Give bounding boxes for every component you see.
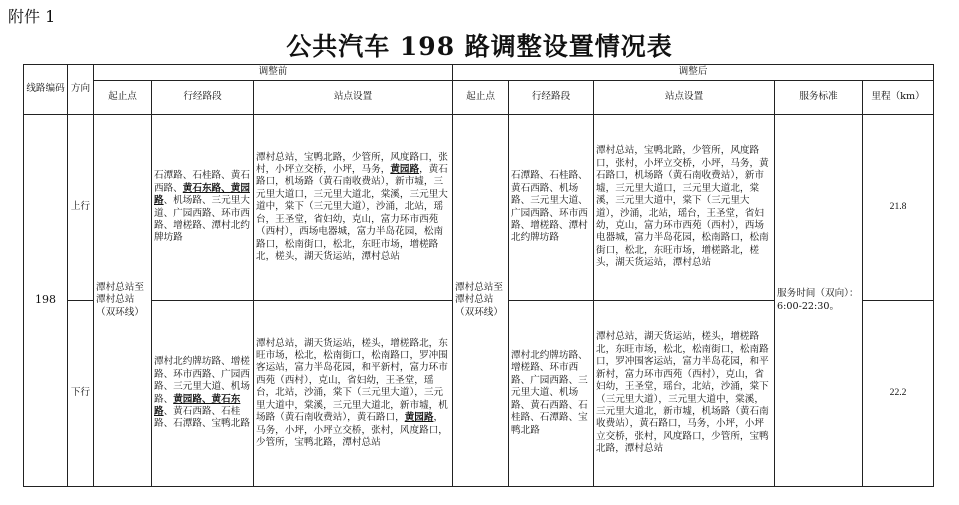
mileage-up: 21.8 bbox=[863, 115, 934, 301]
direction-down: 下行 bbox=[68, 301, 94, 487]
before-route-down-c: 、黄石西路、石桂路、石潭路、宝鸭北路 bbox=[154, 405, 250, 430]
header-after: 调整后 bbox=[453, 65, 934, 81]
before-stops-down-c: ，马务，小坪，小坪立交桥，张村，风度路口，少管所，宝鸭北路，潭村总站 bbox=[256, 412, 448, 448]
header-mileage: 里程（km） bbox=[863, 81, 934, 115]
before-route-down bbox=[152, 301, 254, 487]
header-after-route: 行经路段 bbox=[509, 81, 594, 115]
before-route-up-a: 石潭路、石桂路、黄石西路、 bbox=[154, 170, 250, 194]
after-start-end: 潭村总站至潭村总站（双环线） bbox=[453, 115, 509, 487]
before-stops-up-c: ，黄石路口，机场路（黄石南收费站），新市墟，三元里大道口，三元里大道北，棠溪，三元里大道中，棠下（三元里大道），沙涌，北站，瑶台，王圣堂，省妇幼，克山，富力环市西苑（西村），西场电器城，富力半岛花园，松南路口，松南街口，松北，东旺市场，增槎路北，槎头，湖天货运站，潭村总站 bbox=[256, 164, 448, 262]
before-stops-up-a: 潭村总站，宝鸭北路，少管所，风度路口，张村，小坪立交桥，小坪，马务， bbox=[256, 151, 448, 176]
header-line-code: 线路编码 bbox=[24, 65, 68, 115]
line-code-cell: 198 bbox=[24, 115, 68, 487]
before-route-up-bold: 黄石东路、黄园路 bbox=[154, 182, 250, 207]
header-before-route: 行经路段 bbox=[152, 81, 254, 115]
after-route-down: 潭村北约牌坊路、增槎路、环市西路、广园西路、三元里大道、机场路、黄石西路、石桂路、石潭路、宝鸭北路 bbox=[509, 301, 594, 487]
before-route-down-a: 潭村北约牌坊路、增槎路、环市西路、广园西路、三元里大道、机场路、 bbox=[154, 356, 250, 405]
before-route-down-bold: 黄园路、黄石东路 bbox=[154, 393, 241, 417]
header-before-start-end: 起止点 bbox=[94, 81, 152, 115]
before-stops-up-bold: 黄园路 bbox=[390, 164, 420, 176]
header-before-stops: 站点设置 bbox=[254, 81, 453, 115]
header-after-stops: 站点设置 bbox=[594, 81, 775, 115]
after-stops-down: 潭村总站，湖天货运站，槎头，增槎路北，东旺市场，松北，松南街口，松南路口，罗冲围客运站，富力半岛花园，和平新村，富力环市西苑（西村），克山，省妇幼，王圣堂，瑶台，北站，沙涌，棠下（三元里大道），三元里大道中，棠溪，三元里大道北，新市墟，机场路（黄石南收费站），黄石路口，马务，小坪，小坪立交桥，张村，风度路口，少管所，宝鸭北路，潭村总站 bbox=[594, 301, 775, 487]
before-stops-down bbox=[254, 301, 453, 487]
header-service: 服务标准 bbox=[775, 81, 863, 115]
route-adjustment-table bbox=[23, 64, 934, 487]
header-after-start-end: 起止点 bbox=[453, 81, 509, 115]
attachment-label: 附件 1 bbox=[8, 7, 56, 26]
mileage-down: 22.2 bbox=[863, 301, 934, 487]
header-direction: 方向 bbox=[68, 65, 94, 115]
before-start-end: 潭村总站至潭村总站（双环线） bbox=[94, 115, 152, 487]
before-stops-down-a: 潭村总站，湖天货运站，槎头，增槎路北，东旺市场，松北，松南街口，松南路口，罗冲围客运站，富力半岛花园，和平新村，富力环市西苑（西村），克山，省妇幼，王圣堂，瑶台，北站，沙涌，棠下（三元里大道），三元里大道中，棠溪，三元里大道北，新市墟，机场路（黄石南收费站），黄石路口， bbox=[256, 337, 448, 424]
direction-up: 上行 bbox=[68, 115, 94, 301]
before-stops-down-bold: 黄园路 bbox=[404, 412, 434, 424]
header-before: 调整前 bbox=[94, 65, 453, 81]
before-stops-up bbox=[254, 115, 453, 301]
before-route-up bbox=[152, 115, 254, 301]
page-title: 公共汽车 198 路调整设置情况表 bbox=[286, 32, 673, 61]
after-stops-up: 潭村总站，宝鸭北路，少管所，风度路口，张村，小坪立交桥，小坪，马务，黄石路口，机场路（黄石南收费站），新市墟，三元里大道口，三元里大道北，棠溪，三元里大道中，棠下（三元里大道），沙涌，北站，瑶台，王圣堂，省妇幼，克山，富力环市西苑（西村），西场电器城，富力半岛花园，松南路口，松南街口，松北，东旺市场，增槎路北，槎头，湖天货运站，潭村总站 bbox=[594, 115, 775, 301]
after-route-up: 石潭路、石桂路、黄石西路、机场路、三元里大道、广园西路、环市西路、增槎路、潭村北约牌坊路 bbox=[509, 115, 594, 301]
before-route-up-c: 、机场路、三元里大道、广园西路、环市西路、增槎路、潭村北约牌坊路 bbox=[154, 195, 250, 244]
service-standard: 服务时间（双向）：6:00-22:30。 bbox=[775, 115, 863, 487]
